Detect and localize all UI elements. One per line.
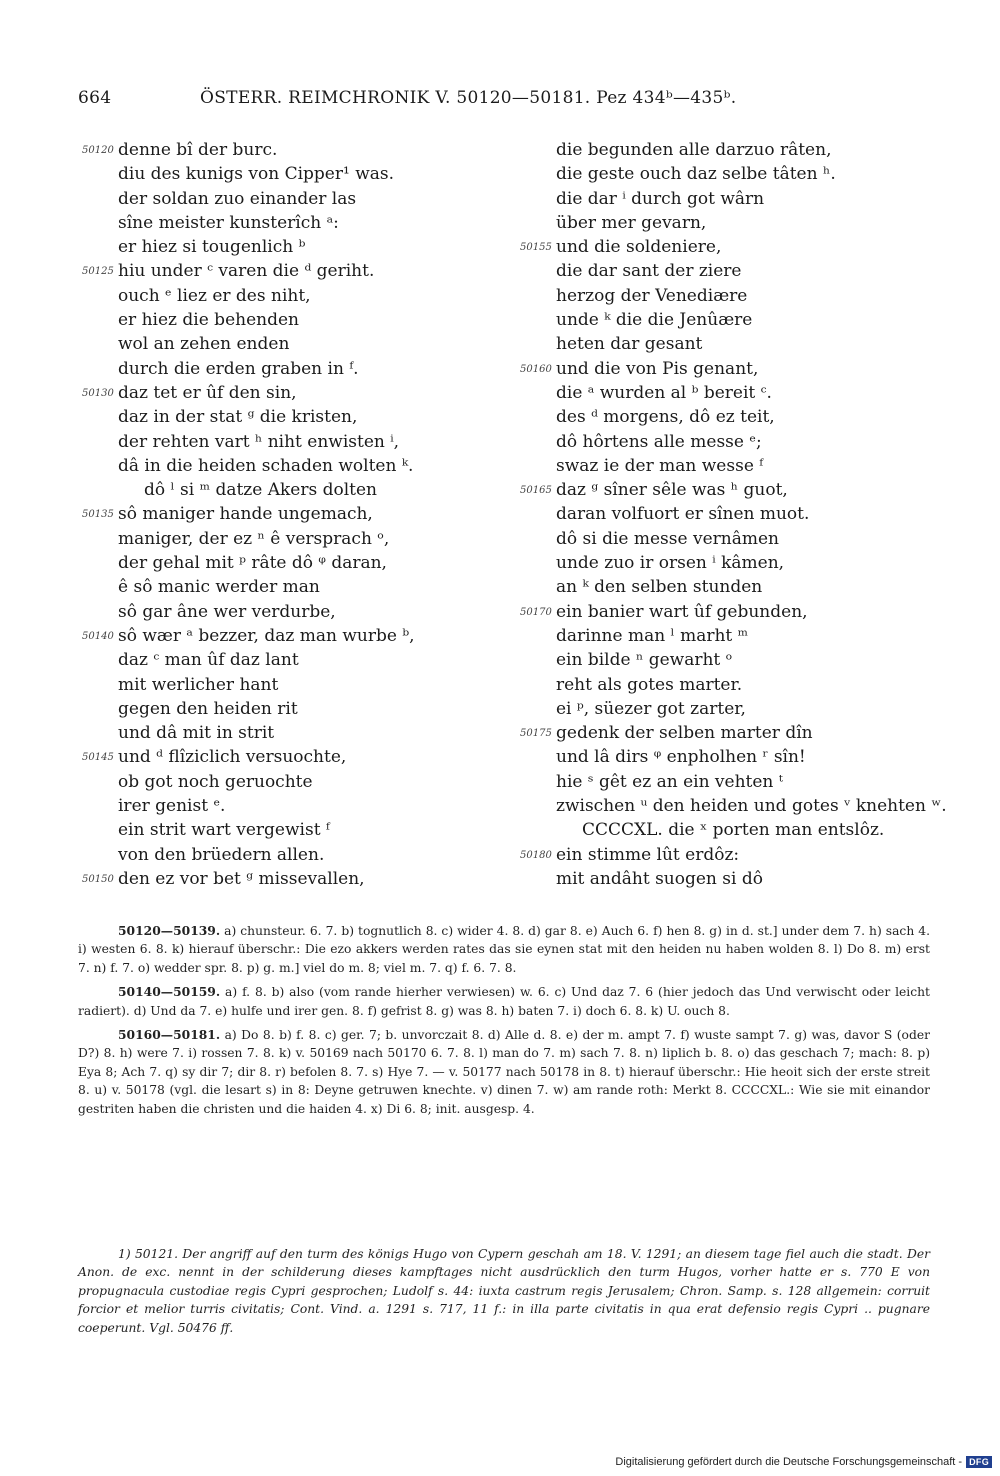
verse-text: denne bî der burc.: [118, 140, 278, 160]
verse-text: er hiez die behenden: [118, 310, 299, 331]
verse-line: [82, 673, 502, 697]
verse-line: [82, 405, 502, 429]
verse-line: [82, 259, 502, 283]
verse-text: ein strit wart vergewist ᶠ: [118, 820, 330, 841]
verse-text: ouch ᵉ liez er des niht,: [118, 285, 311, 306]
verse-text: daz in der stat ᵍ die kristen,: [118, 407, 358, 428]
verse-text: die dar ⁱ durch got wârn: [556, 188, 765, 209]
apparatus-block: [78, 983, 930, 1020]
verse-text: gegen den heiden rit: [118, 698, 298, 719]
verse-text: der rehten vart ʰ niht enwisten ⁱ,: [118, 431, 400, 452]
verse-text: sô gar âne wer verdurbe,: [118, 601, 336, 622]
verse-text: dô hôrtens alle messe ᵉ;: [556, 431, 762, 452]
verse-text: an ᵏ den selben stunden: [556, 577, 763, 598]
verse-line: [520, 624, 950, 648]
verse-line: [520, 187, 950, 211]
verse-line: [82, 138, 502, 162]
verse-text: hiu under ᶜ varen die ᵈ geriht.: [118, 261, 375, 282]
commentary-text: 1) 50121. Der angriff auf den turm des königs Hugo von Cypern geschah am 18. V. 1291; an diesem tage fiel auch die stadt. Der Anon. de exc. nennt in der schilderung dieses kampftages nicht ausdrücklich den turm Hugos, vorher hatte er s. 770 E von propugnacula custodiae regis Cypri gesprochen; Ludolf s. 44: iuxta castrum regis Jerusalem; Chron. Samp. s. 128 allgemein: corruit forcior et melior turris civitatis; Cont. Vind. a. 1291 s. 717, 11 f.: in illa parte civitatis in qua erat defensio regis Cypri .. pugnare coeperunt. Vgl. 50476 ff.: [78, 1247, 930, 1335]
verse-line: [520, 648, 950, 672]
verse-text: über mer gevarn,: [556, 212, 707, 233]
verse-line: [520, 478, 950, 502]
verse-line: [82, 575, 502, 599]
verse-line: [82, 551, 502, 575]
verse-line: [520, 162, 950, 186]
verse-line: [82, 527, 502, 551]
verse-text: irer genist ᵉ.: [118, 796, 226, 817]
verse-column-right: [520, 138, 950, 891]
verse-text: dâ in die heiden schaden wolten ᵏ.: [118, 455, 414, 476]
verse-line: [82, 721, 502, 745]
verse-text: sô wær ᵃ bezzer, daz man wurbe ᵇ,: [118, 625, 415, 646]
verse-line: [520, 527, 950, 551]
apparatus-text: a) Do 8. b) f. 8. c) ger. 7; b. unvorczait 8. d) Alle d. 8. e) der m. ampt 7. f) wuste sampt 7. g) was, davor S (oder D?) 8. h) were 7. i) rossen 7. 8. k) v. 50169 nach 50170 6. 7. 8. l) man do 7. m) sach 7. 8. n) liplich b. 8. o) das geschach 7; mach: 8. p) Eya 8; Ach 7. q) sy dir 7; dir 8. r) befolen 8. 7. s) Hye 7. — v. 50177 nach 50178 in 8. t) hierauf überschr.: Hie heoit sich der erste streit 8. u) v. 50178 (vgl. die lesart s) in 8: Deyne getruwen knechte. v) dinen 7. w) am rande roth: Merkt 8. CCCCXL.: Wie sie mit einandor gestriten haben die christen und die haiden 4. x) Di 6. 8; init. ausgesp. 4.: [78, 1028, 930, 1116]
verse-line: [520, 235, 950, 259]
verse-line: [520, 818, 950, 842]
verse-text: ê sô manic werder man: [118, 577, 320, 598]
verse-text: ei ᵖ, süezer got zarter,: [556, 698, 746, 719]
verse-text: reht als gotes marter.: [556, 674, 743, 695]
line-number: 50140: [82, 630, 114, 642]
verse-line: [82, 818, 502, 842]
verse-text: und ᵈ flîziclich versuochte,: [118, 747, 347, 768]
verse-text: mit werlicher hant: [118, 674, 279, 695]
apparatus-range: 50120—50139.: [118, 923, 221, 938]
page-number: 664: [78, 88, 112, 108]
critical-apparatus: [78, 922, 930, 1124]
verse-text: gedenk der selben marter dîn: [556, 723, 813, 744]
verse-text: der soldan zuo einander las: [118, 188, 357, 209]
verse-line: [82, 770, 502, 794]
verse-line: [520, 259, 950, 283]
line-number: 50175: [520, 728, 552, 740]
funding-footer: [615, 1454, 992, 1470]
verse-line: [520, 138, 950, 162]
verse-text: hie ˢ gêt ez an ein vehten ᵗ: [556, 771, 783, 792]
verse-text: wol an zehen enden: [118, 334, 290, 355]
verse-line: [520, 867, 950, 891]
verse-text: ob got noch geruochte: [118, 771, 313, 792]
running-title: ÖSTERR. REIMCHRONIK V. 50120—50181. Pez 434ᵇ—435ᵇ.: [200, 88, 737, 108]
verse-text: heten dar gesant: [556, 334, 703, 355]
verse-text: die ᵃ wurden al ᵇ bereit ᶜ.: [556, 382, 772, 403]
verse-line: [82, 211, 502, 235]
verse-line: [82, 794, 502, 818]
apparatus-block: [78, 922, 930, 977]
verse-line: [520, 502, 950, 526]
verse-line: [82, 454, 502, 478]
verse-line: [520, 843, 950, 867]
commentary-note: [78, 1245, 930, 1337]
verse-text: sô maniger hande ungemach,: [118, 504, 373, 525]
verse-line: [82, 381, 502, 405]
verse-line: [82, 648, 502, 672]
verse-column-left: [82, 138, 502, 891]
apparatus-text: a) f. 8. b) also (vom rande hierher verwiesen) w. 6. c) Und daz 7. 6 (hier jedoch das Und verwischt oder leicht radiert). d) Und da 7. e) hulfe und irer gen. 8. f) gefrist 8. g) was 8. h) baten 7. i) doch 6. 8. k) U. ouch 8.: [78, 985, 930, 1018]
verse-text: sîne meister kunsterîch ᵃ:: [118, 212, 339, 233]
verse-line: [520, 284, 950, 308]
verse-line: [82, 235, 502, 259]
line-number: 50120: [82, 145, 114, 156]
verse-line: [82, 430, 502, 454]
verse-line: [82, 284, 502, 308]
verse-line: [520, 600, 950, 624]
line-number: 50130: [82, 387, 114, 399]
running-header: [78, 88, 938, 116]
line-number: 50180: [520, 849, 552, 861]
verse-text: der gehal mit ᵖ râte dô ᵠ daran,: [118, 553, 387, 574]
verse-text: unde zuo ir orsen ⁱ kâmen,: [556, 553, 785, 574]
line-number: 50150: [82, 873, 114, 885]
apparatus-text: a) chunsteur. 6. 7. b) tognutlich 8. c) wider 4. 8. d) gar 8. e) Auch 6. f) hen 8. g) in d. st.] under dem 7. h) sach 4. i) westen 6. 8. k) hierauf überschr.: Die ezo akkers werden rates das sie eynen stat mit den heiden nu haben wolden 8. l) Do 8. m) erst 7. n) f. 7. o) wedder spr. 8. p) g. m.] viel do m. 8; viel m. 7. q) f. 6. 7. 8.: [78, 924, 930, 975]
verse-line: [520, 405, 950, 429]
line-number: 50125: [82, 266, 114, 278]
verse-line: [520, 721, 950, 745]
dfg-logo: DFG: [966, 1456, 992, 1468]
verse-text: ein stimme lût erdôz:: [556, 844, 740, 865]
verse-line: [82, 624, 502, 648]
verse-line: [82, 745, 502, 769]
verse-text: diu des kunigs von Cipper¹ was.: [118, 164, 395, 185]
verse-text: herzog der Venediære: [556, 285, 748, 306]
verse-text: die begunden alle darzuo râten,: [556, 140, 832, 160]
verse-line: [520, 575, 950, 599]
verse-text: CCCCXL. die ˣ porten man entslôz.: [582, 820, 885, 841]
verse-text: und lâ dirs ᵠ enpholhen ʳ sîn!: [556, 747, 806, 768]
verse-line: [520, 308, 950, 332]
line-number: 50160: [520, 363, 552, 375]
verse-text: unde ᵏ die die Jenûære: [556, 310, 753, 331]
verse-text: daran volfuort er sînen muot.: [556, 504, 810, 525]
verse-text: und dâ mit in strit: [118, 723, 275, 744]
verse-line: [520, 430, 950, 454]
verse-line: [82, 332, 502, 356]
verse-line: [82, 502, 502, 526]
verse-text: und die soldeniere,: [556, 237, 722, 258]
verse-line: [82, 162, 502, 186]
verse-text: daz ᵍ sîner sêle was ʰ guot,: [556, 480, 788, 501]
verse-line: [520, 697, 950, 721]
verse-text: dô ˡ si ᵐ datze Akers dolten: [144, 480, 378, 501]
verse-line: [82, 867, 502, 891]
verse-line: [82, 600, 502, 624]
verse-text: ein bilde ⁿ gewarht ᵒ: [556, 650, 733, 671]
verse-text: mit andâht suogen si dô: [556, 868, 763, 889]
verse-text: er hiez si tougenlich ᵇ: [118, 237, 306, 258]
verse-text: darinne man ˡ marht ᵐ: [556, 625, 749, 646]
verse-line: [520, 211, 950, 235]
verse-text: dô si die messe vernâmen: [556, 528, 779, 549]
verse-line: [82, 308, 502, 332]
verse-line: [520, 551, 950, 575]
line-number: 50165: [520, 485, 552, 497]
verse-line: [520, 357, 950, 381]
verse-line: [82, 843, 502, 867]
verse-text: maniger, der ez ⁿ ê versprach ᵒ,: [118, 528, 390, 549]
verse-line: [82, 478, 502, 502]
verse-text: zwischen ᵘ den heiden und gotes ᵛ knehten ʷ.: [556, 796, 947, 817]
verse-line: [520, 454, 950, 478]
verse-text: die geste ouch daz selbe tâten ʰ.: [556, 164, 836, 185]
verse-line: [520, 794, 950, 818]
verse-line: [82, 187, 502, 211]
verse-text: durch die erden graben in ᶠ.: [118, 358, 359, 379]
footer-text: Digitalisierung gefördert durch die Deutsche Forschungsgemeinschaft -: [615, 1456, 963, 1468]
verse-line: [82, 697, 502, 721]
verse-text: des ᵈ morgens, dô ez teit,: [556, 407, 775, 428]
verse-line: [520, 673, 950, 697]
apparatus-range: 50140—50159.: [118, 984, 221, 1000]
verse-text: ein banier wart ûf gebunden,: [556, 601, 808, 622]
verse-line: [520, 770, 950, 794]
line-number: 50145: [82, 752, 114, 764]
verse-line: [520, 381, 950, 405]
verse-text: und die von Pis genant,: [556, 358, 759, 379]
verse-text: den ez vor bet ᵍ missevallen,: [118, 868, 365, 889]
verse-line: [520, 745, 950, 769]
line-number: 50155: [520, 242, 552, 254]
verse-text: von den brüedern allen.: [118, 844, 325, 865]
apparatus-range: 50160—50181.: [118, 1027, 221, 1043]
verse-text: swaz ie der man wesse ᶠ: [556, 455, 764, 476]
verse-line: [520, 332, 950, 356]
verse-line: [82, 357, 502, 381]
apparatus-block: [78, 1026, 930, 1118]
verse-text: daz tet er ûf den sin,: [118, 382, 297, 403]
line-number: 50170: [520, 606, 552, 618]
verse-text: die dar sant der ziere: [556, 261, 742, 282]
line-number: 50135: [82, 509, 114, 521]
verse-text: daz ᶜ man ûf daz lant: [118, 650, 299, 671]
